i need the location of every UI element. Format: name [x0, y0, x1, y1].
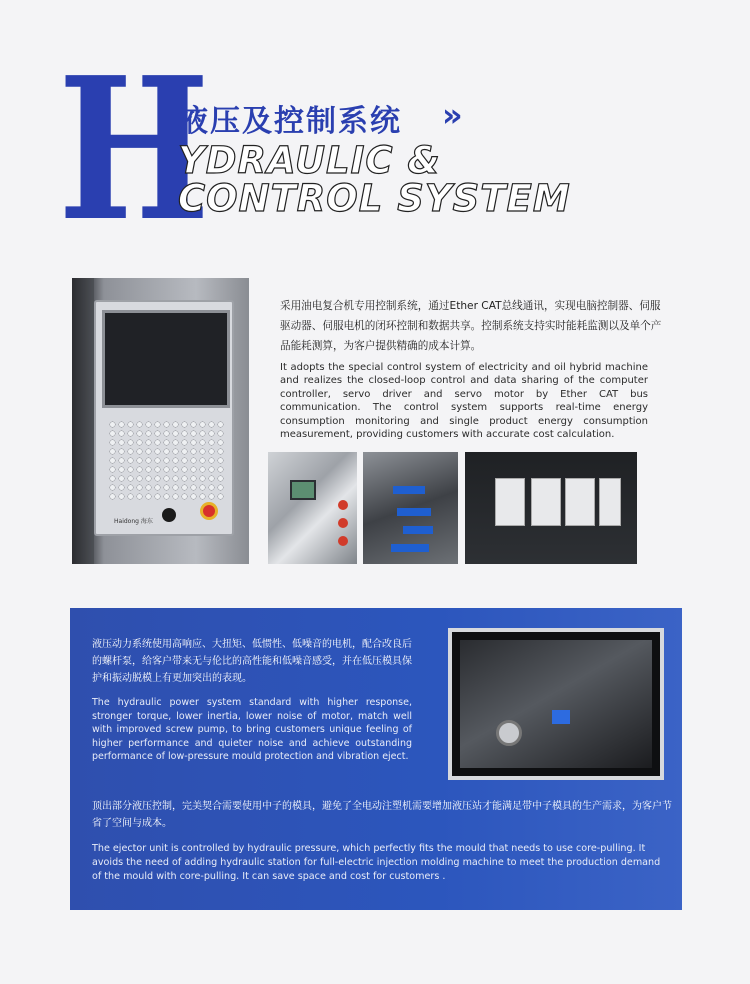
- hmi-panel: [94, 300, 234, 536]
- hydraulic-unit-interior: [460, 640, 652, 768]
- control-system-desc-en: It adopts the special control system of electricity and oil hybrid machine and realizes the closed-loop control and data sharing of the computer controller, servo driver and servo motor by Ether CAT bus communication. The control system supports real-time energy consumption monitoring and single product energy consumption measurement, providing customers with accurate cost calculation.: [280, 362, 648, 441]
- servo-driver-2: [531, 478, 561, 526]
- blue-connector-4: [391, 544, 429, 552]
- emergency-stop-button: [200, 502, 218, 520]
- hydraulic-power-desc-en: The hydraulic power system standard with higher response, stronger torque, lower inertia, lower noise of motor, match well with improved screw pump, to bring customers unique feeling of higher performance and quieter noise and achieve outstanding performance of low-pressure mould protection and vibration eject.: [92, 697, 412, 763]
- section-title-cn: 液压及控制系统: [178, 104, 402, 139]
- decorative-h-letter: H: [58, 35, 205, 265]
- blue-connector-3: [403, 526, 433, 534]
- title-en-line2: CONTROL SYSTEM: [178, 177, 571, 220]
- servo-drivers-photo: [465, 452, 637, 564]
- ejector-desc-en: The ejector unit is controlled by hydraulic pressure, which perfectly fits the mould that needs to use core-pulling. It avoids the need of adding hydraulic station for full-electric injection molding machine to meet the production demand of the mould with core-pulling. It can save space and cost for customers .: [92, 843, 661, 882]
- controller-panel-photo: [72, 278, 249, 564]
- solenoid-coil: [290, 480, 316, 500]
- ejector-desc-cn: 顶出部分液压控制，完美契合需要使用中子的模具，避免了全电动注塑机需要增加液压站才能满足带中子模具的生产需求，为客户节省了空间与成本。: [92, 801, 672, 829]
- key-switch: [162, 508, 176, 522]
- red-valve-3: [338, 536, 348, 546]
- servo-driver-3: [565, 478, 595, 526]
- red-valve-2: [338, 518, 348, 528]
- servo-driver-4: [599, 478, 621, 526]
- blue-valve: [552, 710, 570, 724]
- hydraulic-unit-photo: [448, 628, 664, 780]
- hmi-screen: [102, 310, 230, 408]
- valve-manifold-photo: [268, 452, 357, 564]
- cylinder: [496, 720, 522, 746]
- machine-frame: [72, 278, 94, 564]
- hydraulic-info-panel: [70, 608, 682, 910]
- hmi-logo: Haidong 海东: [114, 518, 153, 525]
- title-en-line1: YDRAULIC &: [178, 139, 441, 182]
- control-system-desc-cn: 采用油电复合机专用控制系统，通过Ether CAT总线通讯，实现电脑控制器、伺服驱动器、伺服电机的闭环控制和数据共享。控制系统支持实时能耗监测以及单个产品能耗测算，为客户提供精确的成本计算。: [280, 300, 662, 352]
- red-valve-1: [338, 500, 348, 510]
- blue-connector-1: [393, 486, 425, 494]
- servo-driver-1: [495, 478, 525, 526]
- servo-valve-photo: [363, 452, 458, 564]
- hydraulic-power-desc-cn: 液压动力系统使用高响应、大扭矩、低惯性、低噪音的电机，配合改良后的螺杆泵，给客户带来无与伦比的高性能和低噪音感受，并在低压模具保护和振动脱模上有更加突出的表现。: [92, 639, 412, 684]
- section-title-en: [178, 139, 571, 220]
- double-chevron-icon: »: [442, 96, 457, 134]
- hmi-keypad: [108, 420, 224, 502]
- blue-connector-2: [397, 508, 431, 516]
